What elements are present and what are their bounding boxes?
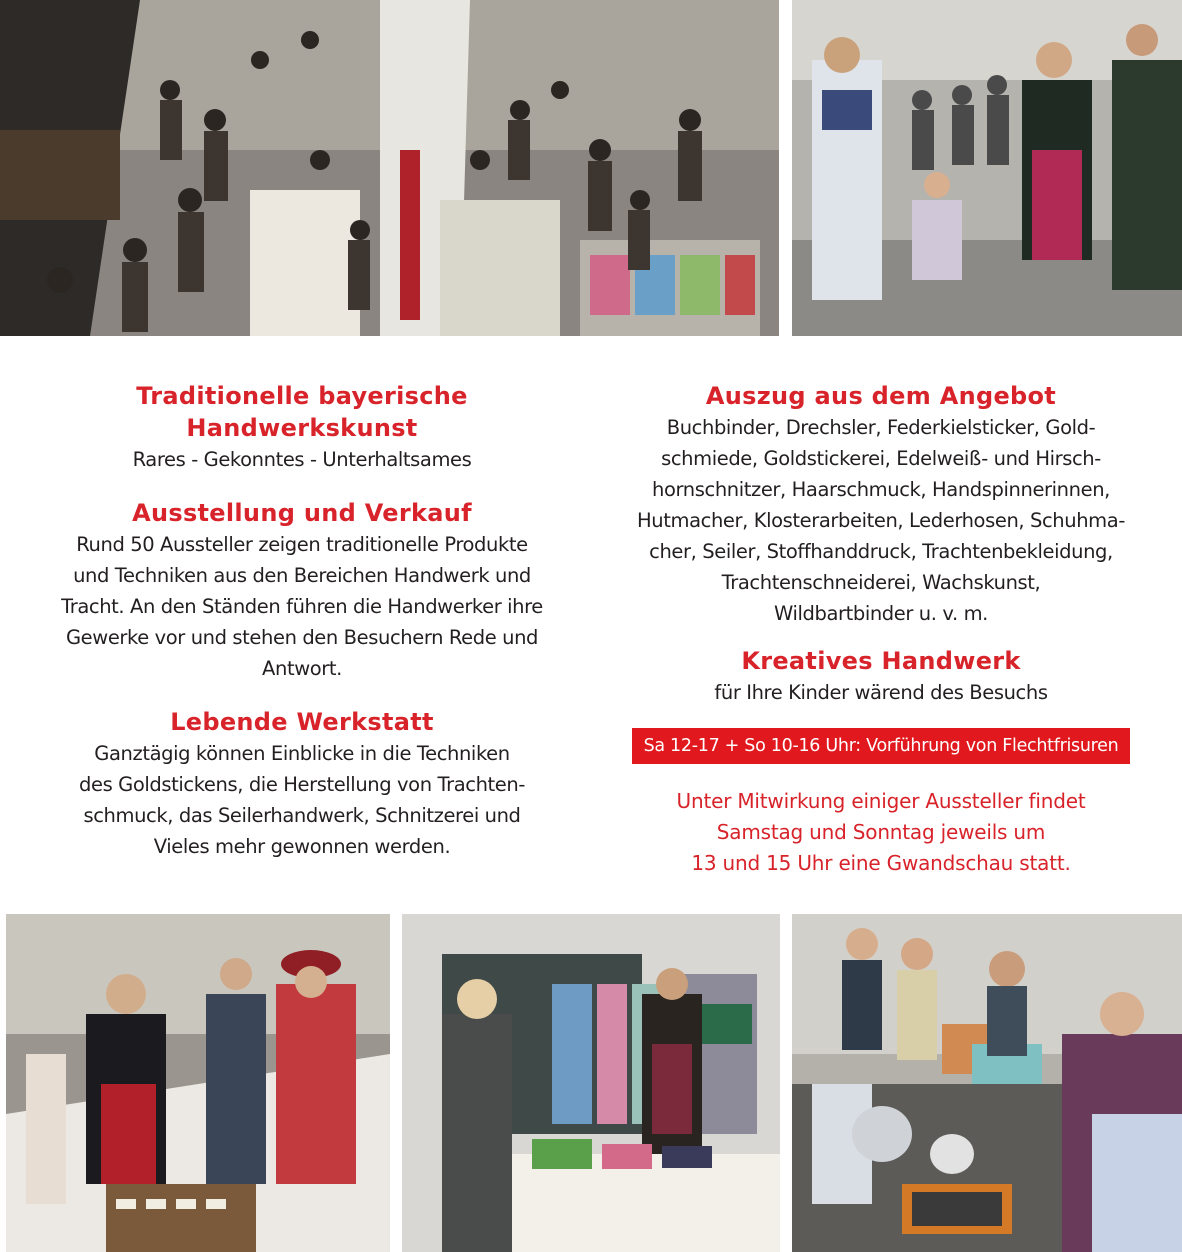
text-offer-excerpt: Buchbinder, Drechsler, Federkielsticker, Gold- schmiede, Goldstickerei, Edelweiß- und Hirsch- hornschnitzer, Haarschmuck, Handspinnerinnen, Hutmacher, Klosterarbeiten, Lederhosen, Schuhma- cher, Seiler, Stoffhanddruck, Trachtenbekleidung, Trachtenschneiderei, Wachskunst, Wildbartbinder u. v. m. [637,416,1125,625]
braiding-schedule-banner: Sa 12-17 + So 10-16 Uhr: Vorführung von Flechtfrisuren [632,728,1130,764]
heading-traditional-craft: Traditionelle bayerische Handwerkskunst [136,382,468,442]
heading-exhibition-sale: Ausstellung und Verkauf [132,499,472,527]
left-text-column [50,380,554,862]
text-exhibition-sale: Rund 50 Aussteller zeigen traditionelle Produkte und Techniken aus den Bereichen Handwerk und Tracht. An den Ständen führen die Handwerker ihre Gewerke vor und stehen den Besuchern Rede und Antwort. [61,533,543,680]
costume-show-note: Unter Mitwirkung einiger Aussteller findet Samstag und Sonntag jeweils um 13 und 15 Uhr eine Gwandschau statt. [676,789,1086,875]
photo-textile-stand [402,914,780,1252]
text-creative-craft: für Ihre Kinder wärend des Besuchs [714,681,1048,704]
right-text-column [628,380,1134,879]
photo-jewelry-stand [6,914,390,1252]
photo-costume-presentation [792,0,1182,336]
heading-offer-excerpt: Auszug aus dem Angebot [705,382,1057,410]
photo-exhibition-hall [0,0,779,336]
heading-living-workshop: Lebende Werkstatt [170,708,434,736]
subtitle-rares: Rares - Gekonntes - Unterhaltsames [132,448,472,471]
text-living-workshop: Ganztägig können Einblicke in die Techniken des Goldstickens, die Herstellung von Trachten- schmuck, das Seilerhandwerk, Schnitzerei und Vieles mehr gewonnen werden. [79,742,525,858]
photo-knitting-workshop [792,914,1182,1252]
heading-creative-craft: Kreatives Handwerk [741,647,1021,675]
